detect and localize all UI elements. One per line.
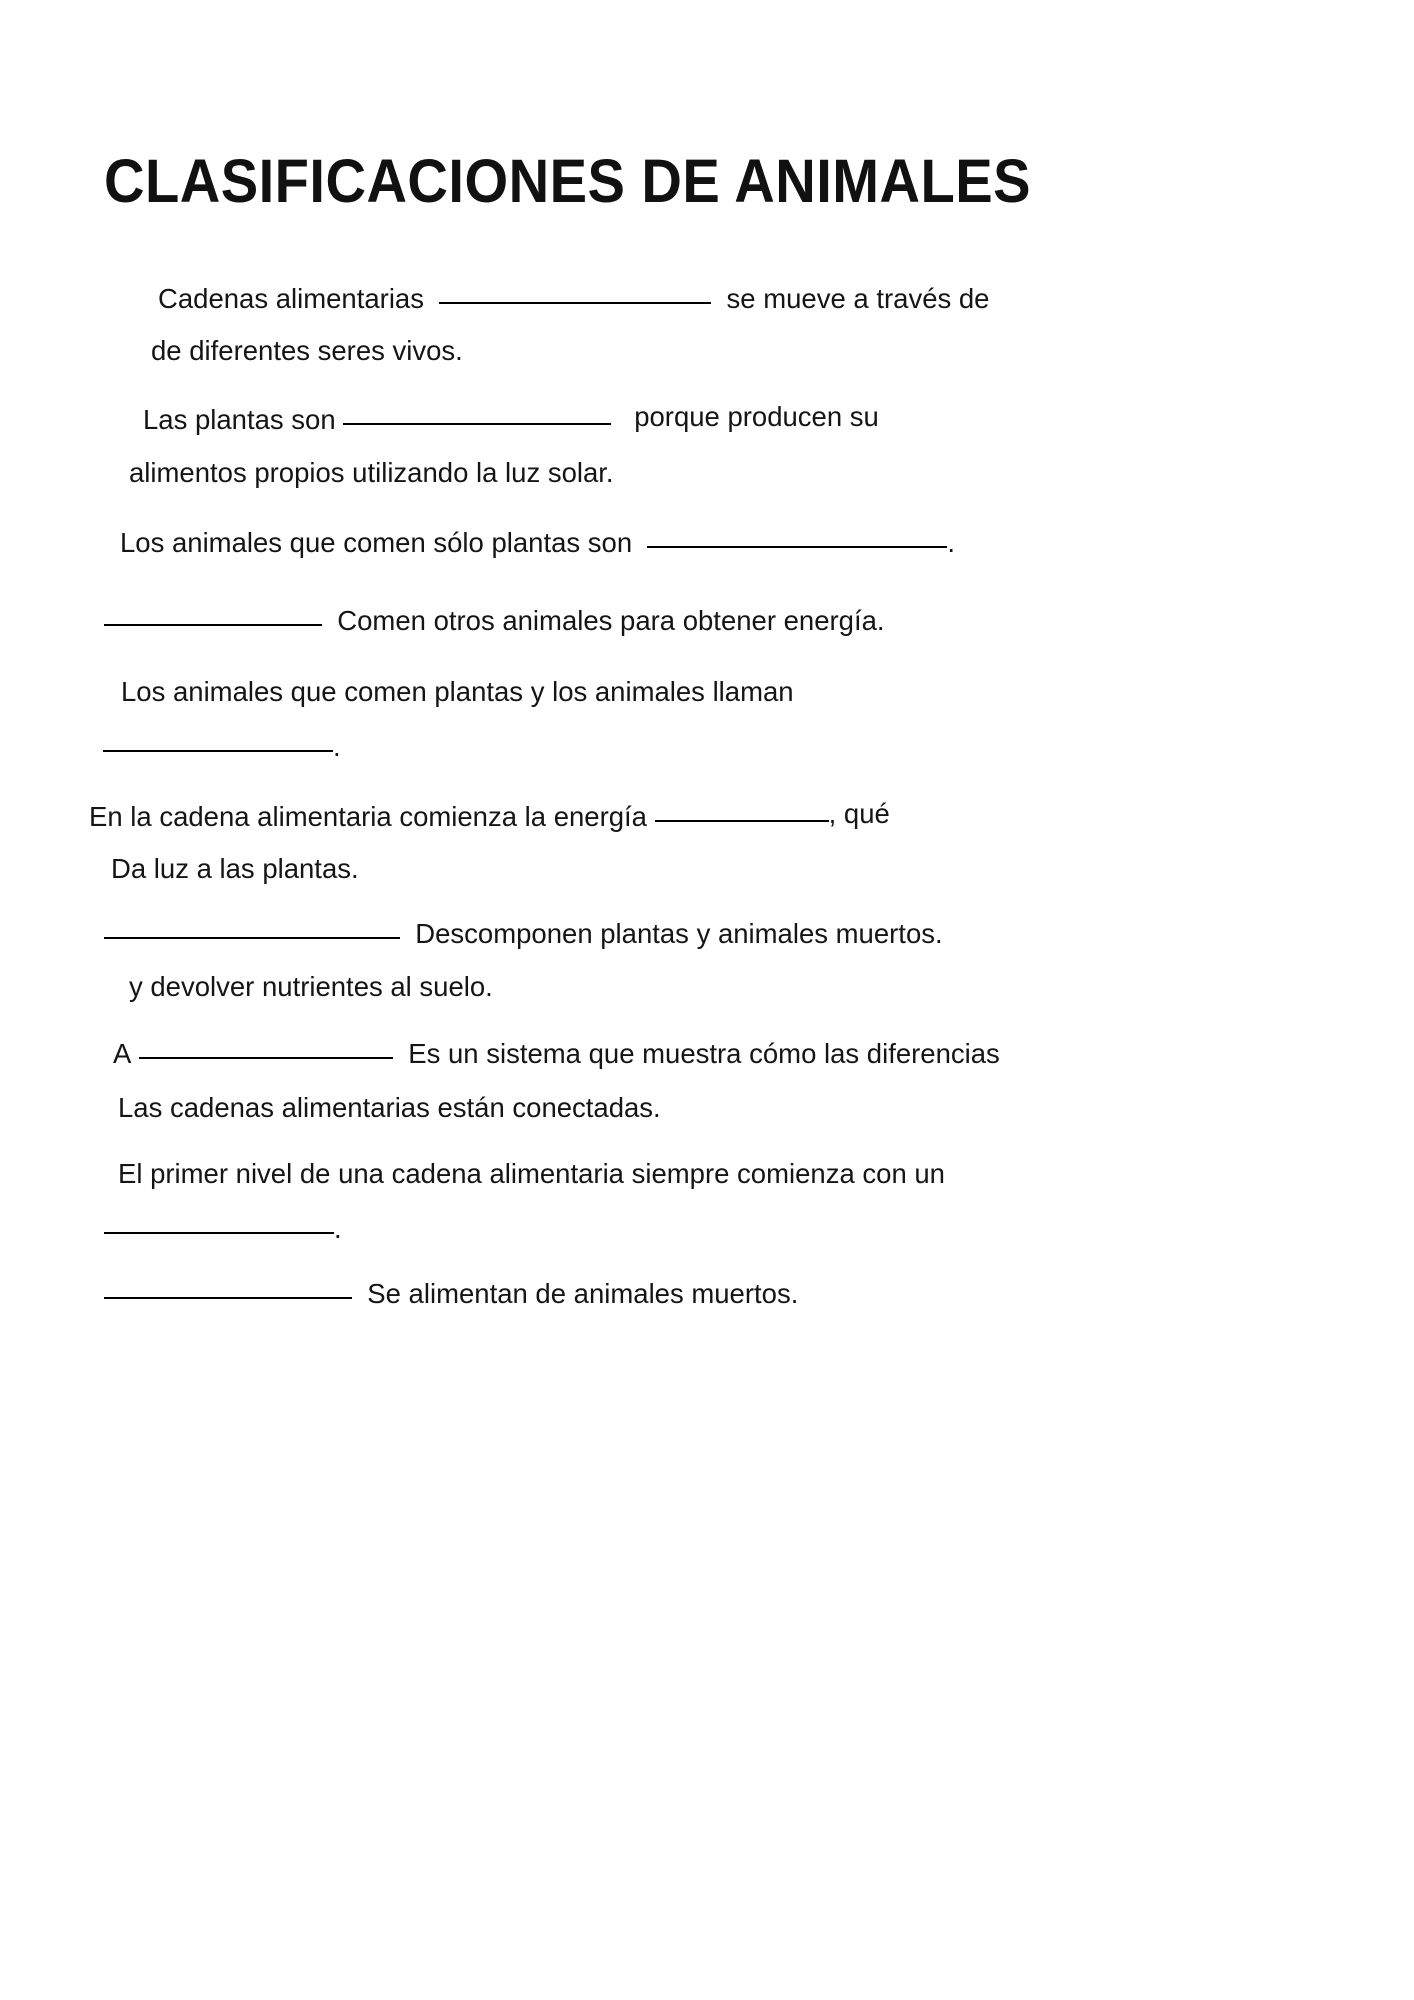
item-5-line-1: Los animales que comen plantas y los animales llaman bbox=[121, 676, 794, 707]
item-10-line-1 bbox=[104, 1280, 798, 1308]
item-7-blank[interactable] bbox=[104, 937, 400, 939]
page-title: CLASIFICACIONES DE ANIMALES bbox=[104, 146, 1032, 215]
item-1-line-2: de diferentes seres vivos. bbox=[151, 334, 463, 366]
item-6-blank[interactable] bbox=[655, 820, 829, 822]
item-5-blank[interactable] bbox=[103, 750, 333, 752]
item-9-line-2 bbox=[104, 1212, 945, 1244]
item-5-text-after: . bbox=[333, 730, 341, 762]
item-7-line-2: y devolver nutrientes al suelo. bbox=[129, 970, 493, 1002]
item-1-line-1 bbox=[158, 285, 989, 313]
item-4-blank[interactable] bbox=[104, 624, 322, 626]
item-8-text-after: Es un sistema que muestra cómo las diferencias bbox=[408, 1038, 1000, 1069]
item-2-text-before: Las plantas son bbox=[143, 404, 336, 435]
worksheet-item-6 bbox=[89, 800, 890, 882]
item-10-blank[interactable] bbox=[104, 1297, 352, 1299]
item-8-line-2: Las cadenas alimentarias están conectadas. bbox=[118, 1091, 661, 1123]
worksheet-item-9 bbox=[118, 1160, 945, 1242]
item-2-line-1 bbox=[143, 403, 879, 434]
worksheet-item-8 bbox=[113, 1040, 1000, 1121]
worksheet-item-4 bbox=[104, 607, 885, 635]
item-7-text-after: Descomponen plantas y animales muertos. bbox=[415, 918, 943, 949]
item-8-blank[interactable] bbox=[139, 1057, 393, 1059]
item-6-text-after: , qué bbox=[828, 798, 890, 829]
item-9-text-after: . bbox=[334, 1212, 342, 1244]
item-6-text-before: En la cadena alimentaria comienza la energía bbox=[89, 801, 647, 832]
item-4-line-1 bbox=[104, 607, 885, 635]
item-2-text-after: porque producen su bbox=[634, 401, 879, 432]
worksheet-item-2 bbox=[129, 401, 879, 488]
worksheet-item-7 bbox=[104, 920, 943, 1000]
item-6-line-2: Da luz a las plantas. bbox=[111, 852, 359, 884]
item-9-line-1: El primer nivel de una cadena alimentaria siempre comienza con un bbox=[118, 1158, 945, 1189]
item-2-blank[interactable] bbox=[343, 423, 611, 425]
item-9-blank[interactable] bbox=[104, 1232, 334, 1234]
item-1-text-after: se mueve a través de bbox=[726, 283, 990, 314]
item-10-text-after: Se alimentan de animales muertos. bbox=[367, 1278, 799, 1309]
item-5-line-2 bbox=[103, 730, 794, 762]
item-3-line-1 bbox=[120, 529, 955, 557]
worksheet-item-5 bbox=[121, 678, 794, 760]
item-8-text-before: A bbox=[113, 1038, 132, 1069]
item-3-text-after: . bbox=[947, 527, 956, 558]
item-3-text-before: Los animales que comen sólo plantas son bbox=[120, 527, 633, 558]
item-8-line-1 bbox=[113, 1040, 1000, 1068]
item-2-line-2: alimentos propios utilizando la luz solar. bbox=[129, 456, 614, 488]
worksheet-item-1 bbox=[151, 283, 990, 366]
worksheet-item-10 bbox=[104, 1280, 798, 1308]
item-3-blank[interactable] bbox=[647, 546, 947, 548]
item-1-text-before: Cadenas alimentarias bbox=[158, 283, 424, 314]
item-4-text-after: Comen otros animales para obtener energía. bbox=[337, 605, 885, 636]
item-6-line-1 bbox=[89, 800, 890, 831]
item-1-blank[interactable] bbox=[439, 302, 711, 304]
worksheet-item-3 bbox=[120, 529, 955, 557]
item-7-line-1 bbox=[104, 920, 943, 948]
